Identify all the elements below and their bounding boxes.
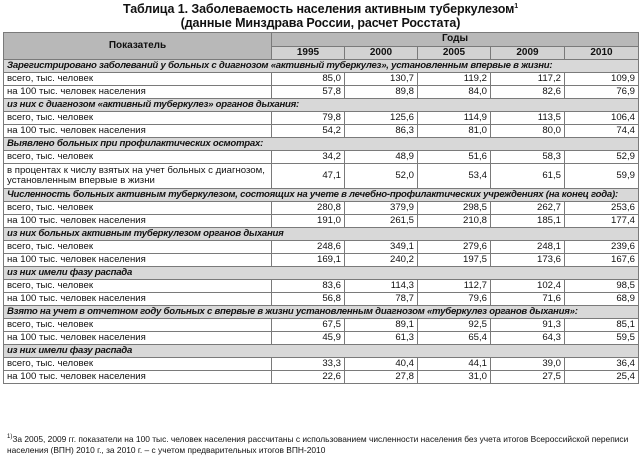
table-row bbox=[4, 125, 639, 138]
value-cell: 61,3 bbox=[345, 332, 418, 345]
value-cell: 85,1 bbox=[565, 319, 639, 332]
data-table bbox=[3, 32, 639, 384]
value-cell: 80,0 bbox=[491, 125, 565, 138]
header-year: 2000 bbox=[345, 47, 418, 60]
section-title: из них с диагнозом «активный туберкулез» органов дыхания: bbox=[4, 99, 639, 112]
row-label: всего, тыс. человек bbox=[4, 280, 272, 293]
value-cell: 52,0 bbox=[345, 164, 418, 189]
table-row bbox=[4, 254, 639, 267]
value-cell: 74,4 bbox=[565, 125, 639, 138]
table-row bbox=[4, 73, 639, 86]
section-header-row bbox=[4, 345, 639, 358]
table-title bbox=[0, 0, 641, 32]
section-title: из них больных активным туберкулезом органов дыхания bbox=[4, 228, 639, 241]
table-row bbox=[4, 215, 639, 228]
value-cell: 197,5 bbox=[418, 254, 491, 267]
value-cell: 79,6 bbox=[418, 293, 491, 306]
value-cell: 113,5 bbox=[491, 112, 565, 125]
value-cell: 78,7 bbox=[345, 293, 418, 306]
value-cell: 261,5 bbox=[345, 215, 418, 228]
row-label: в процентах к числу взятых на учет больных с диагнозом, установленным впервые в жизни bbox=[4, 164, 272, 189]
table-row bbox=[4, 151, 639, 164]
header-year: 2009 bbox=[491, 47, 565, 60]
row-label: на 100 тыс. человек населения bbox=[4, 332, 272, 345]
footnote-text: За 2005, 2009 гг. показатели на 100 тыс. человек населения рассчитаны с использованием численности населения без учета итогов Всероссийской переписи населения (ВПН) 2010 г., за 2010 г. – с учетом предварительных итогов ВПН-2010 bbox=[7, 434, 629, 455]
section-header-row bbox=[4, 306, 639, 319]
value-cell: 262,7 bbox=[491, 202, 565, 215]
value-cell: 253,6 bbox=[565, 202, 639, 215]
value-cell: 27,8 bbox=[345, 371, 418, 384]
row-label: всего, тыс. человек bbox=[4, 73, 272, 86]
value-cell: 76,9 bbox=[565, 86, 639, 99]
value-cell: 349,1 bbox=[345, 241, 418, 254]
value-cell: 58,3 bbox=[491, 151, 565, 164]
row-label: всего, тыс. человек bbox=[4, 151, 272, 164]
value-cell: 56,8 bbox=[272, 293, 345, 306]
value-cell: 36,4 bbox=[565, 358, 639, 371]
value-cell: 51,6 bbox=[418, 151, 491, 164]
value-cell: 84,0 bbox=[418, 86, 491, 99]
value-cell: 52,9 bbox=[565, 151, 639, 164]
value-cell: 25,4 bbox=[565, 371, 639, 384]
value-cell: 68,9 bbox=[565, 293, 639, 306]
header-year: 2010 bbox=[565, 47, 639, 60]
header-indicator: Показатель bbox=[4, 33, 272, 60]
value-cell: 67,5 bbox=[272, 319, 345, 332]
title-line-1: Таблица 1. Заболеваемость населения активным туберкулезом bbox=[122, 2, 515, 16]
section-title: из них имели фазу распада bbox=[4, 267, 639, 280]
section-header-row bbox=[4, 60, 639, 73]
table-row bbox=[4, 86, 639, 99]
value-cell: 248,6 bbox=[272, 241, 345, 254]
row-label: на 100 тыс. человек населения bbox=[4, 86, 272, 99]
value-cell: 47,1 bbox=[272, 164, 345, 189]
value-cell: 173,6 bbox=[491, 254, 565, 267]
value-cell: 106,4 bbox=[565, 112, 639, 125]
section-header-row bbox=[4, 267, 639, 280]
value-cell: 119,2 bbox=[418, 73, 491, 86]
table-row bbox=[4, 112, 639, 125]
footnote bbox=[3, 434, 638, 456]
section-title: из них имели фазу распада bbox=[4, 345, 639, 358]
value-cell: 89,8 bbox=[345, 86, 418, 99]
row-label: всего, тыс. человек bbox=[4, 319, 272, 332]
table-row bbox=[4, 319, 639, 332]
value-cell: 102,4 bbox=[491, 280, 565, 293]
value-cell: 53,4 bbox=[418, 164, 491, 189]
title-footnote-mark: 1 bbox=[514, 2, 519, 10]
value-cell: 112,7 bbox=[418, 280, 491, 293]
value-cell: 169,1 bbox=[272, 254, 345, 267]
value-cell: 185,1 bbox=[491, 215, 565, 228]
value-cell: 210,8 bbox=[418, 215, 491, 228]
value-cell: 22,6 bbox=[272, 371, 345, 384]
header-year: 1995 bbox=[272, 47, 345, 60]
value-cell: 59,9 bbox=[565, 164, 639, 189]
value-cell: 279,6 bbox=[418, 241, 491, 254]
value-cell: 34,2 bbox=[272, 151, 345, 164]
value-cell: 81,0 bbox=[418, 125, 491, 138]
title-line-2: (данные Минздрава России, расчет Росстата) bbox=[180, 16, 461, 30]
value-cell: 239,6 bbox=[565, 241, 639, 254]
value-cell: 33,3 bbox=[272, 358, 345, 371]
section-title: Выявлено больных при профилактических осмотрах: bbox=[4, 138, 639, 151]
value-cell: 61,5 bbox=[491, 164, 565, 189]
row-label: всего, тыс. человек bbox=[4, 112, 272, 125]
value-cell: 65,4 bbox=[418, 332, 491, 345]
row-label: на 100 тыс. человек населения bbox=[4, 371, 272, 384]
value-cell: 54,2 bbox=[272, 125, 345, 138]
value-cell: 27,5 bbox=[491, 371, 565, 384]
value-cell: 240,2 bbox=[345, 254, 418, 267]
table-row bbox=[4, 358, 639, 371]
value-cell: 114,3 bbox=[345, 280, 418, 293]
row-label: на 100 тыс. человек населения bbox=[4, 254, 272, 267]
value-cell: 91,3 bbox=[491, 319, 565, 332]
value-cell: 39,0 bbox=[491, 358, 565, 371]
row-label: на 100 тыс. человек населения bbox=[4, 125, 272, 138]
row-label: всего, тыс. человек bbox=[4, 358, 272, 371]
table-row bbox=[4, 332, 639, 345]
value-cell: 83,6 bbox=[272, 280, 345, 293]
value-cell: 79,8 bbox=[272, 112, 345, 125]
value-cell: 71,6 bbox=[491, 293, 565, 306]
value-cell: 167,6 bbox=[565, 254, 639, 267]
table-body bbox=[4, 60, 639, 384]
value-cell: 92,5 bbox=[418, 319, 491, 332]
row-label: на 100 тыс. человек населения bbox=[4, 293, 272, 306]
section-header-row bbox=[4, 99, 639, 112]
value-cell: 45,9 bbox=[272, 332, 345, 345]
value-cell: 48,9 bbox=[345, 151, 418, 164]
value-cell: 82,6 bbox=[491, 86, 565, 99]
value-cell: 117,2 bbox=[491, 73, 565, 86]
table-row bbox=[4, 371, 639, 384]
value-cell: 280,8 bbox=[272, 202, 345, 215]
section-header-row bbox=[4, 138, 639, 151]
value-cell: 379,9 bbox=[345, 202, 418, 215]
table-row bbox=[4, 164, 639, 189]
table-row bbox=[4, 293, 639, 306]
value-cell: 85,0 bbox=[272, 73, 345, 86]
value-cell: 298,5 bbox=[418, 202, 491, 215]
value-cell: 44,1 bbox=[418, 358, 491, 371]
section-header-row bbox=[4, 189, 639, 202]
value-cell: 64,3 bbox=[491, 332, 565, 345]
value-cell: 89,1 bbox=[345, 319, 418, 332]
value-cell: 59,5 bbox=[565, 332, 639, 345]
footnote-mark: 1) bbox=[7, 434, 13, 441]
value-cell: 191,0 bbox=[272, 215, 345, 228]
table-row bbox=[4, 280, 639, 293]
row-label: на 100 тыс. человек населения bbox=[4, 215, 272, 228]
header-years-label: Годы bbox=[272, 33, 639, 47]
table-row bbox=[4, 202, 639, 215]
section-header-row bbox=[4, 228, 639, 241]
row-label: всего, тыс. человек bbox=[4, 202, 272, 215]
header-year: 2005 bbox=[418, 47, 491, 60]
table-row bbox=[4, 241, 639, 254]
value-cell: 109,9 bbox=[565, 73, 639, 86]
value-cell: 31,0 bbox=[418, 371, 491, 384]
value-cell: 125,6 bbox=[345, 112, 418, 125]
value-cell: 57,8 bbox=[272, 86, 345, 99]
value-cell: 40,4 bbox=[345, 358, 418, 371]
value-cell: 86,3 bbox=[345, 125, 418, 138]
section-title: Взято на учет в отчетном году больных с впервые в жизни установленным диагнозом «туберкулез органов дыхания»: bbox=[4, 306, 639, 319]
value-cell: 98,5 bbox=[565, 280, 639, 293]
section-title: Численность больных активным туберкулезом, состоящих на учете в лечебно-профилактических учреждениях (на конец года): bbox=[4, 189, 639, 202]
section-title: Зарегистрировано заболеваний у больных с диагнозом «активный туберкулез», установленным впервые в жизни: bbox=[4, 60, 639, 73]
value-cell: 177,4 bbox=[565, 215, 639, 228]
row-label: всего, тыс. человек bbox=[4, 241, 272, 254]
value-cell: 248,1 bbox=[491, 241, 565, 254]
value-cell: 114,9 bbox=[418, 112, 491, 125]
value-cell: 130,7 bbox=[345, 73, 418, 86]
